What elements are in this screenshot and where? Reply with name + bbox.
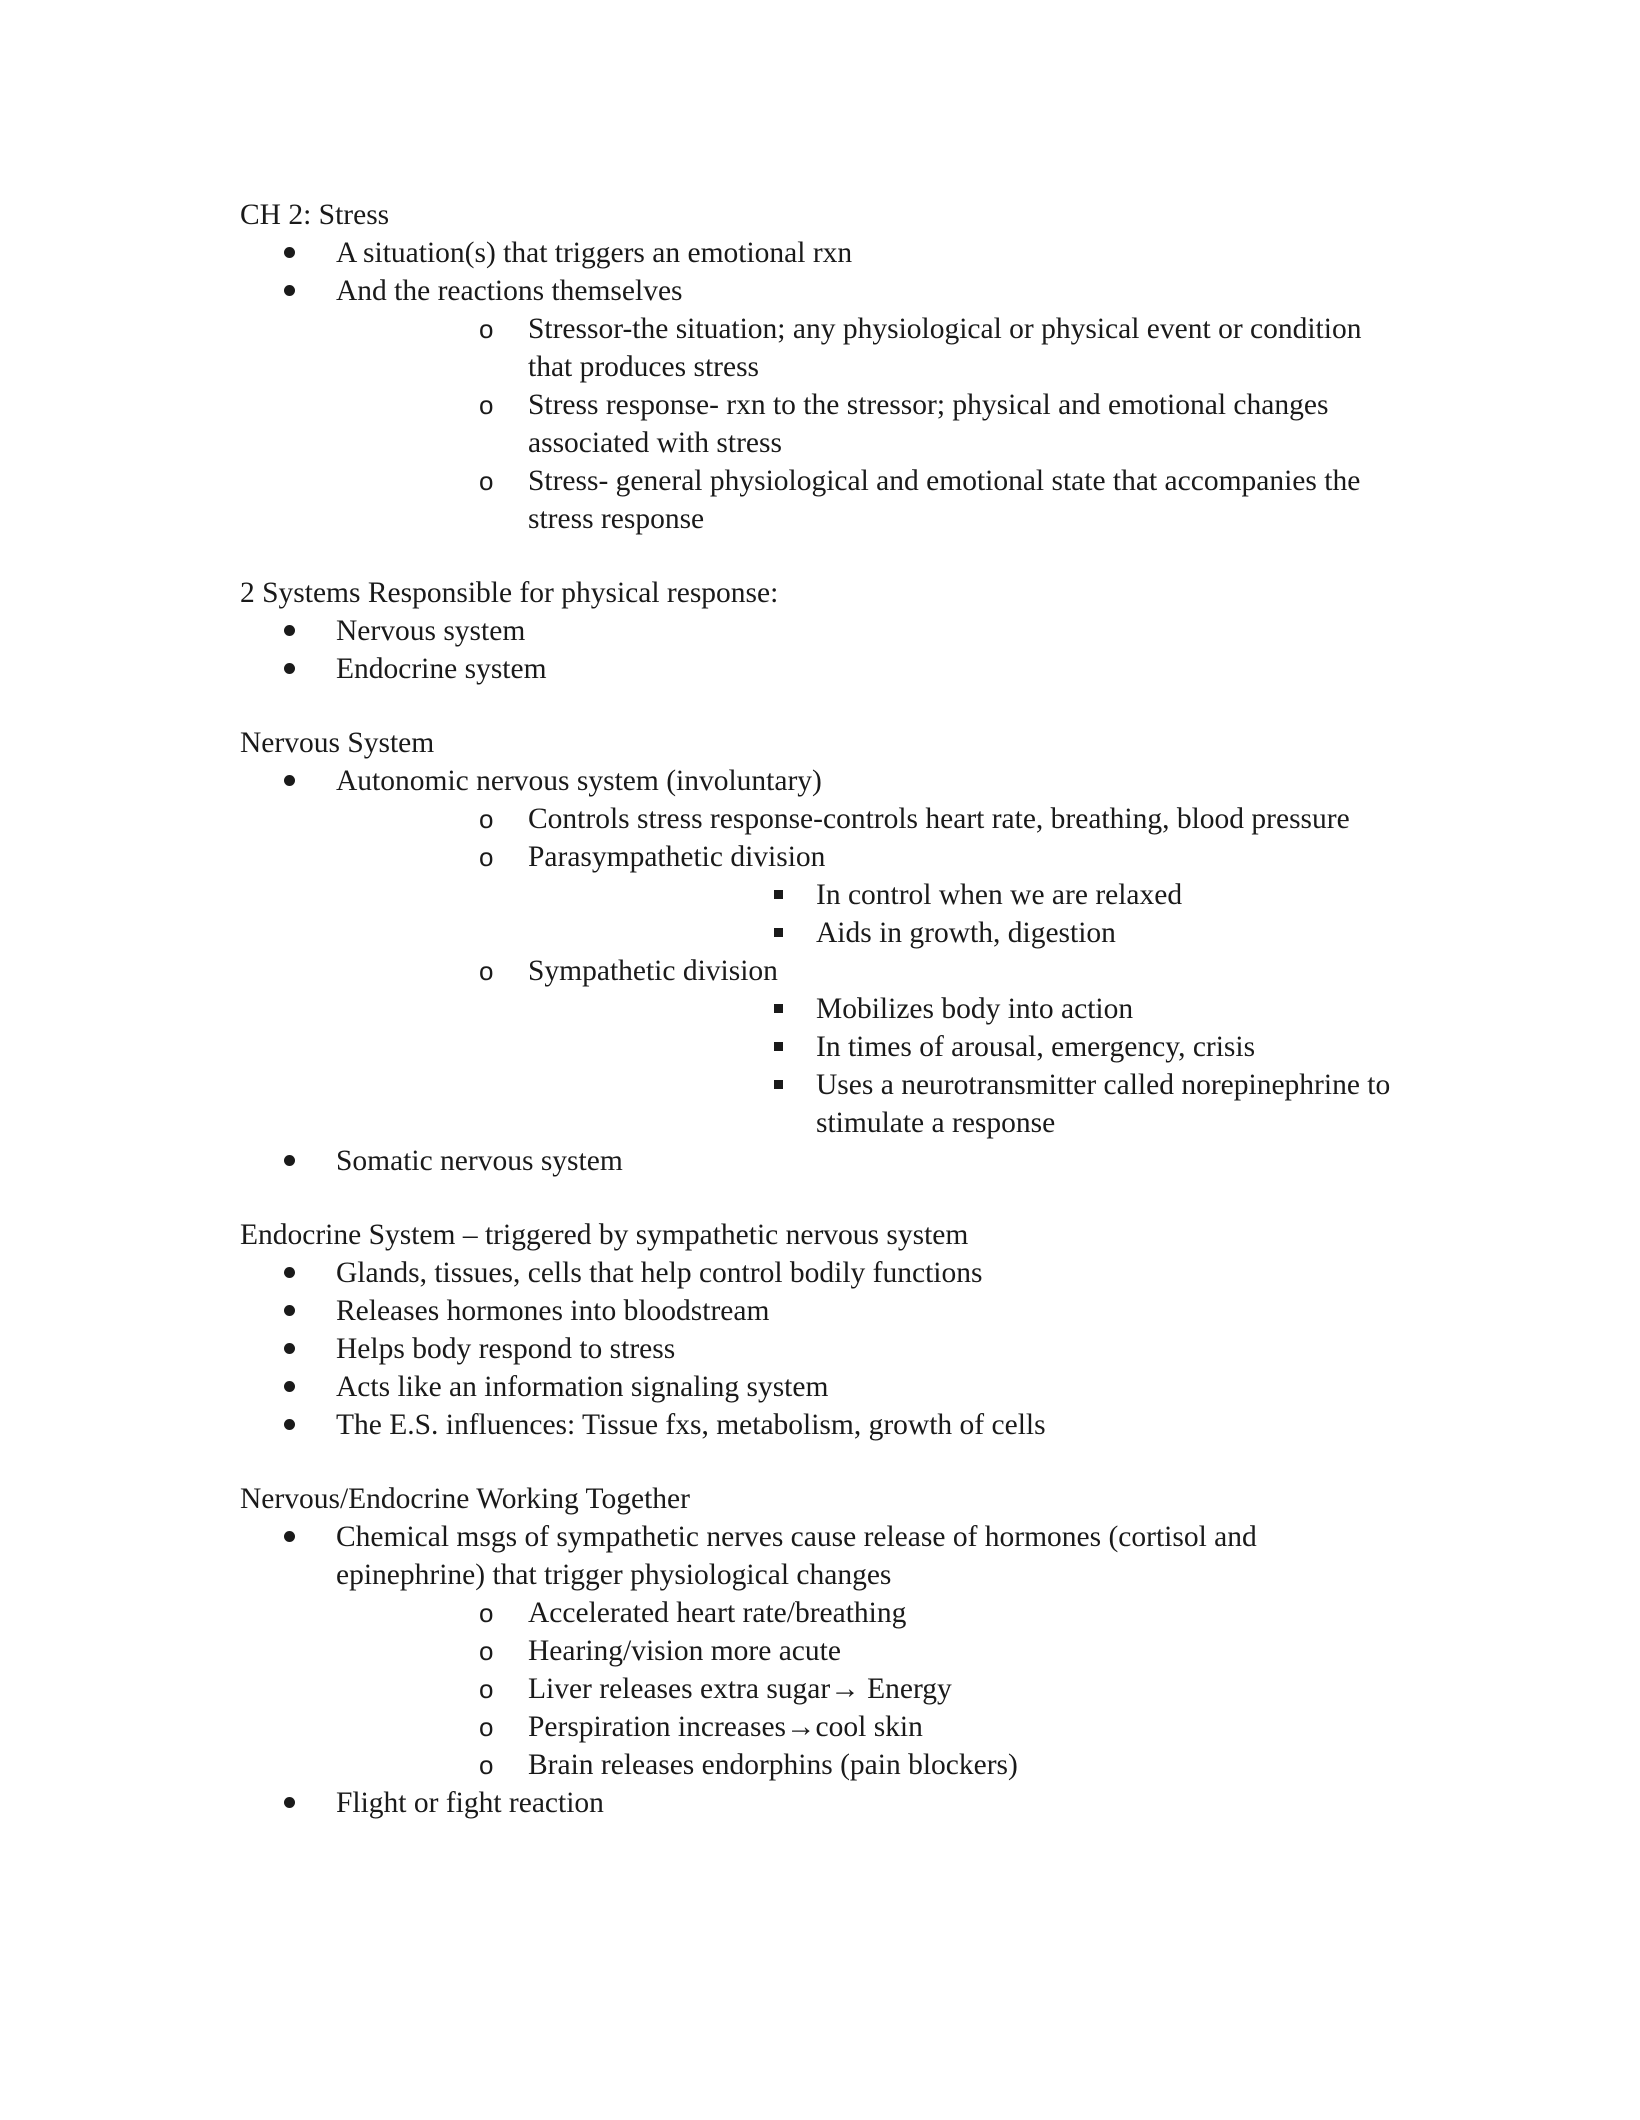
list-item-text: Nervous system — [336, 615, 526, 647]
notes-section — [240, 724, 1410, 1180]
list-item-text: Autonomic nervous system (involuntary) — [336, 765, 822, 797]
notes-section — [240, 1216, 1410, 1444]
list-item — [528, 990, 1410, 1028]
list-item — [240, 272, 1410, 538]
section-heading: Endocrine System – triggered by sympathetic nervous system — [240, 1219, 969, 1251]
list-item — [240, 1368, 1410, 1406]
list-item-text: Mobilizes body into action — [816, 993, 1134, 1025]
list-item-text: Accelerated heart rate/breathing — [528, 1597, 907, 1629]
list-item-text: Endocrine system — [336, 653, 547, 685]
list-item-text: Stressor-the situation; any physiological or physical event or condition that produces stress — [528, 313, 1362, 383]
list-item-text: Helps body respond to stress — [336, 1333, 676, 1365]
bullet-list-level-1 — [240, 1518, 1410, 1822]
list-item — [336, 1746, 1410, 1784]
list-item — [336, 310, 1410, 386]
bullet-dot-icon — [284, 247, 295, 258]
document-page — [240, 196, 1410, 1858]
section-heading: Nervous System — [240, 727, 435, 759]
bullet-dot-icon — [284, 1419, 295, 1430]
bullet-square-icon — [774, 890, 783, 899]
bullet-dot-icon — [284, 1267, 295, 1278]
list-item — [336, 952, 1410, 1142]
list-item — [336, 838, 1410, 952]
list-item — [240, 1142, 1410, 1180]
bullet-list-level-3 — [528, 990, 1410, 1142]
section-heading: CH 2: Stress — [240, 199, 390, 231]
list-item-text: In times of arousal, emergency, crisis — [816, 1031, 1256, 1063]
list-item — [528, 1028, 1410, 1066]
bullet-dot-icon — [284, 1531, 295, 1542]
list-item — [336, 1708, 1410, 1746]
bullet-circle-icon: o — [479, 1750, 494, 1780]
list-item-text: Parasympathetic division — [528, 841, 826, 873]
bullet-square-icon — [774, 1042, 783, 1051]
bullet-circle-icon: o — [479, 1598, 494, 1628]
list-item — [528, 914, 1410, 952]
notes-section — [240, 196, 1410, 538]
list-item-text: Flight or fight reaction — [336, 1787, 604, 1819]
list-item-text: Liver releases extra sugar→ Energy — [528, 1673, 952, 1705]
bullet-dot-icon — [284, 1343, 295, 1354]
list-item — [528, 876, 1410, 914]
notes-section — [240, 574, 1410, 688]
list-item-text: In control when we are relaxed — [816, 879, 1183, 911]
bullet-circle-icon: o — [479, 466, 494, 496]
list-item-text: Releases hormones into bloodstream — [336, 1295, 770, 1327]
bullet-list-level-1 — [240, 1254, 1410, 1444]
list-item — [336, 1632, 1410, 1670]
bullet-circle-icon: o — [479, 1674, 494, 1704]
notes-section — [240, 1480, 1410, 1822]
bullet-circle-icon: o — [479, 804, 494, 834]
bullet-list-level-2 — [336, 1594, 1410, 1784]
list-item-text: Glands, tissues, cells that help control bodily functions — [336, 1257, 983, 1289]
bullet-list-level-1 — [240, 762, 1410, 1180]
bullet-list-level-3 — [528, 876, 1410, 952]
list-item-text: Perspiration increases→cool skin — [528, 1711, 923, 1743]
bullet-dot-icon — [284, 1381, 295, 1392]
bullet-dot-icon — [284, 775, 295, 786]
list-item-text: Stress response- rxn to the stressor; physical and emotional changes associated with stress — [528, 389, 1329, 459]
list-item — [336, 462, 1410, 538]
list-item-text: Uses a neurotransmitter called norepinephrine to stimulate a response — [816, 1069, 1391, 1139]
list-item — [336, 1670, 1410, 1708]
list-item — [240, 1784, 1410, 1822]
bullet-dot-icon — [284, 663, 295, 674]
section-heading: 2 Systems Responsible for physical response: — [240, 577, 779, 609]
bullet-square-icon — [774, 1004, 783, 1013]
list-item — [336, 386, 1410, 462]
bullet-circle-icon: o — [479, 314, 494, 344]
list-item — [240, 234, 1410, 272]
list-item — [240, 650, 1410, 688]
list-item-text: Stress- general physiological and emotional state that accompanies the stress response — [528, 465, 1361, 535]
list-item-text: Controls stress response-controls heart rate, breathing, blood pressure — [528, 803, 1350, 835]
bullet-circle-icon: o — [479, 390, 494, 420]
list-item — [240, 1330, 1410, 1368]
list-item — [240, 762, 1410, 1142]
list-item-text: Somatic nervous system — [336, 1145, 623, 1177]
bullet-square-icon — [774, 928, 783, 937]
list-item — [240, 1406, 1410, 1444]
list-item — [240, 1292, 1410, 1330]
bullet-circle-icon: o — [479, 1636, 494, 1666]
list-item — [240, 1254, 1410, 1292]
list-item-text: And the reactions themselves — [336, 275, 683, 307]
list-item — [528, 1066, 1410, 1142]
list-item-text: Aids in growth, digestion — [816, 917, 1116, 949]
bullet-dot-icon — [284, 1797, 295, 1808]
list-item-text: Acts like an information signaling system — [336, 1371, 829, 1403]
bullet-circle-icon: o — [479, 842, 494, 872]
list-item-text: Sympathetic division — [528, 955, 778, 987]
list-item-text: Chemical msgs of sympathetic nerves cause release of hormones (cortisol and epinephrine) that trigger physiological changes — [336, 1521, 1257, 1591]
bullet-circle-icon: o — [479, 1712, 494, 1742]
list-item-text: A situation(s) that triggers an emotional rxn — [336, 237, 853, 269]
bullet-dot-icon — [284, 625, 295, 636]
list-item — [240, 1518, 1410, 1784]
bullet-list-level-2 — [336, 310, 1410, 538]
bullet-square-icon — [774, 1080, 783, 1089]
bullet-list-level-1 — [240, 234, 1410, 538]
section-heading: Nervous/Endocrine Working Together — [240, 1483, 690, 1515]
bullet-dot-icon — [284, 1155, 295, 1166]
list-item — [336, 1594, 1410, 1632]
bullet-dot-icon — [284, 285, 295, 296]
bullet-dot-icon — [284, 1305, 295, 1316]
list-item-text: Brain releases endorphins (pain blockers) — [528, 1749, 1018, 1781]
bullet-circle-icon: o — [479, 956, 494, 986]
list-item — [240, 612, 1410, 650]
bullet-list-level-2 — [336, 800, 1410, 1142]
bullet-list-level-1 — [240, 612, 1410, 688]
list-item — [336, 800, 1410, 838]
list-item-text: Hearing/vision more acute — [528, 1635, 841, 1667]
list-item-text: The E.S. influences: Tissue fxs, metabolism, growth of cells — [336, 1409, 1046, 1441]
